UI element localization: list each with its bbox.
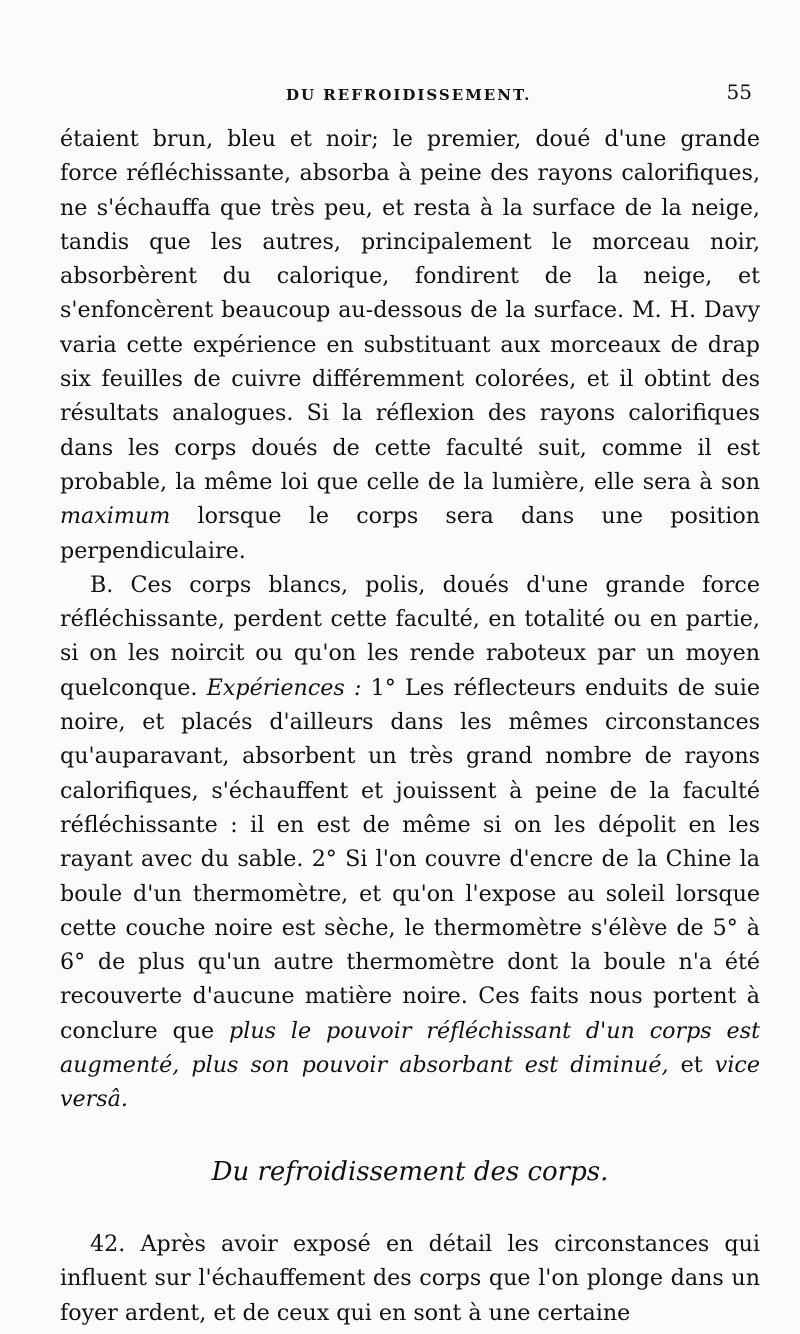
paragraph-continuation — [60, 122, 760, 568]
italic-conclusion: plus le pouvoir réfléchissant d'un corps est augmenté, plus son pouvoir absorbant est diminué, — [60, 1017, 760, 1079]
body-text — [60, 122, 760, 1330]
italic-experiences: Expériences : — [206, 674, 362, 701]
text-segment: B. Ces corps blancs, polis, doués d'une grande force réfléchissante, perdent cette faculté, en totalité ou en partie, si on les noircit ou qu'on les rende raboteux par un moyen quelconque. — [60, 571, 760, 701]
section-heading: Du refroidissement des corps. — [211, 1156, 609, 1187]
page-header — [60, 80, 760, 118]
running-head: DU REFROIDISSEMENT. — [286, 86, 532, 104]
italic-term-maximum: maximum — [60, 503, 171, 530]
paragraph-b — [60, 568, 760, 1117]
text-segment: étaient brun, bleu et noir; le premier, doué d'une grande force réfléchissante, absorba à peine des rayons calorifiques, ne s'échauffa que très peu, et resta à la surface de la neige, tandis que les autres, principalement le morceau noir, absorbèrent du calorique, fondirent de la neige, et s'enfoncèrent beaucoup au-dessous de la surface. M. H. Davy varia cette expérience en substituant aux morceaux de drap six feuilles de cuivre différemment colorées, et il obtint des résultats analogues. Si la réflexion des rayons calorifiques dans les corps doués de cette faculté suit, comme il est probable, la même loi que celle de la lumière, elle sera à son — [60, 126, 760, 495]
text-segment: et — [668, 1052, 715, 1079]
text-segment: lorsque le corps sera dans une position perpendiculaire. — [60, 503, 760, 564]
italic-vice-versa: vice versâ. — [60, 1052, 760, 1113]
page-number: 55 — [726, 80, 752, 104]
text-segment: 1° Les réflecteurs enduits de suie noire, et placés d'ailleurs dans les mêmes circonstances qu'auparavant, absorbent un très grand nombre de rayons calorifiques, s'échauffent et jouissent à peine de la faculté réfléchissante : il en est de même si on les dépolit en les rayant avec du sable. 2° Si l'on couvre d'encre de la Chine la boule d'un thermomètre, et qu'on l'expose au soleil lorsque cette couche noire est sèche, le thermomètre s'élève de 5° à 6° de plus qu'un autre thermomètre dont la boule n'a été recouverte d'aucune matière noire. Ces faits nous portent à conclure que — [60, 674, 761, 1044]
paragraph-42: 42. Après avoir exposé en détail les circonstances qui influent sur l'échauffement des corps que l'on plonge dans un foyer ardent, et de ceux qui en sont à une certaine — [60, 1230, 760, 1326]
